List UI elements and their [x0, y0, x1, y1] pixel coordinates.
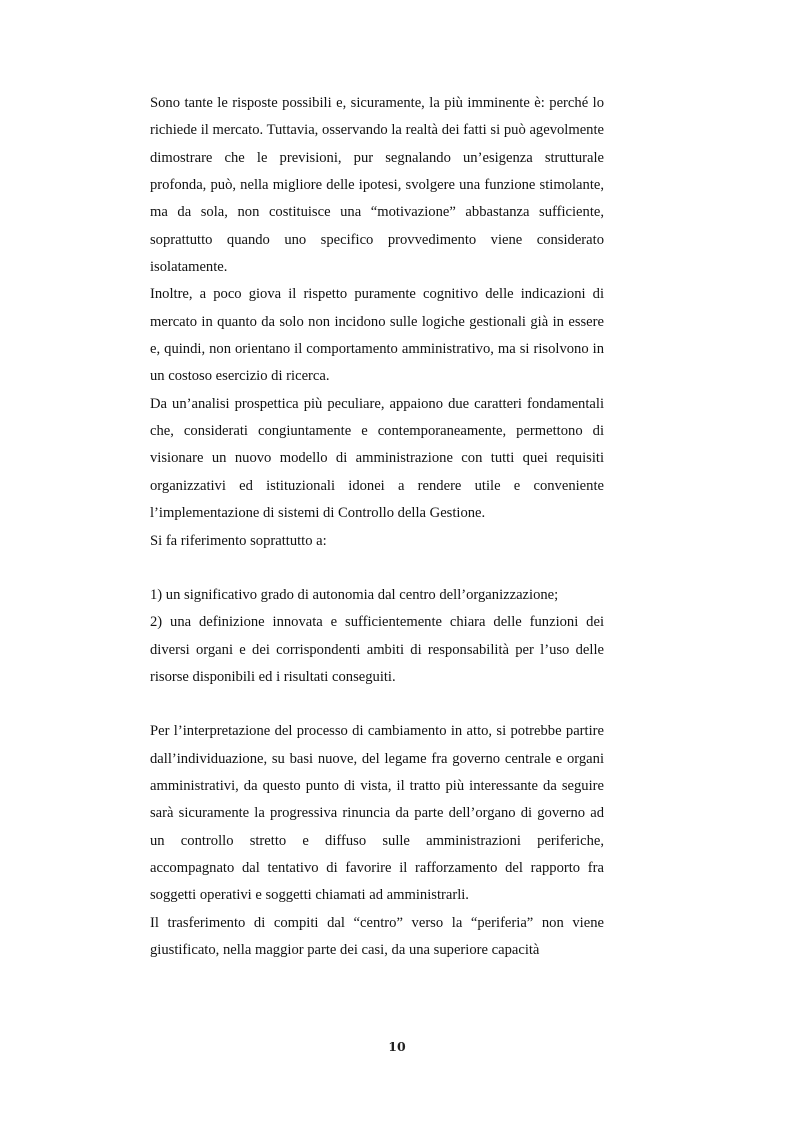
spacer — [150, 555, 604, 582]
paragraph-market-indications: Inoltre, a poco giova il rispetto puramente cognitivo delle indicazioni di mercato in quanto da solo non incidono sulle logiche gestionali già in essere e, quindi, non orientano il comportamento amministrativo, ma si risolvono in un costoso esercizio di ricerca. — [150, 286, 604, 385]
paragraph-market-response: Sono tante le risposte possibili e, sicuramente, la più imminente è: perché lo richiede il mercato. Tuttavia, osservando la realtà dei fatti si può agevolmente dimostrare che le previsioni, pur segnalando un’esigenza strutturale profonda, può, nella migliore delle ipotesi, svolgere una funzione stimolante, ma da sola, non costituisce una “motivazione” abbastanza sufficiente, soprattutto quando uno specifico provvedimento viene considerato isolatamente. — [150, 95, 604, 276]
body-text — [150, 90, 604, 964]
page-number: 10 — [388, 1039, 406, 1054]
paragraph-change-process: Per l’interpretazione del processo di cambiamento in atto, si potrebbe partire dall’individuazione, su basi nuove, del legame fra governo centrale e organi amministrativi, da questo punto di vista, il tratto più interessante da seguire sarà sicuramente la progressiva rinuncia da parte dell’organo di governo ad un controllo stretto e diffuso sulle amministrazioni periferiche, accompagnato dal tentativo di favorire il rafforzamento del rapporto fra soggetti operativi e soggetti chiamati ad amministrarli. — [150, 723, 604, 904]
paragraph-prospective-analysis: Da un’analisi prospettica più peculiare, appaiono due caratteri fondamentali che, considerati congiuntamente e contemporaneamente, permettono di visionare un nuovo modello di amministrazione con tutti quei requisiti organizzativi ed istituzionali idonei a rendere utile e conveniente l’implementazione di sistemi di Controllo della Gestione. — [150, 395, 604, 522]
list-item-responsibility: 2) una definizione innovata e sufficientemente chiara delle funzioni dei diversi organi e dei corrispondenti ambiti di responsabilità per l’uso delle risorse disponibili ed i risultati conseguiti. — [150, 614, 604, 685]
list-item-autonomy: 1) un significativo grado di autonomia dal centro dell’organizzazione; — [150, 586, 559, 603]
spacer — [150, 691, 604, 718]
paragraph-list-intro: Si fa riferimento soprattutto a: — [150, 532, 327, 549]
paragraph-task-transfer: Il trasferimento di compiti dal “centro” verso la “periferia” non viene giustificato, nella maggior parte dei casi, da una superiore capacità — [150, 914, 604, 958]
